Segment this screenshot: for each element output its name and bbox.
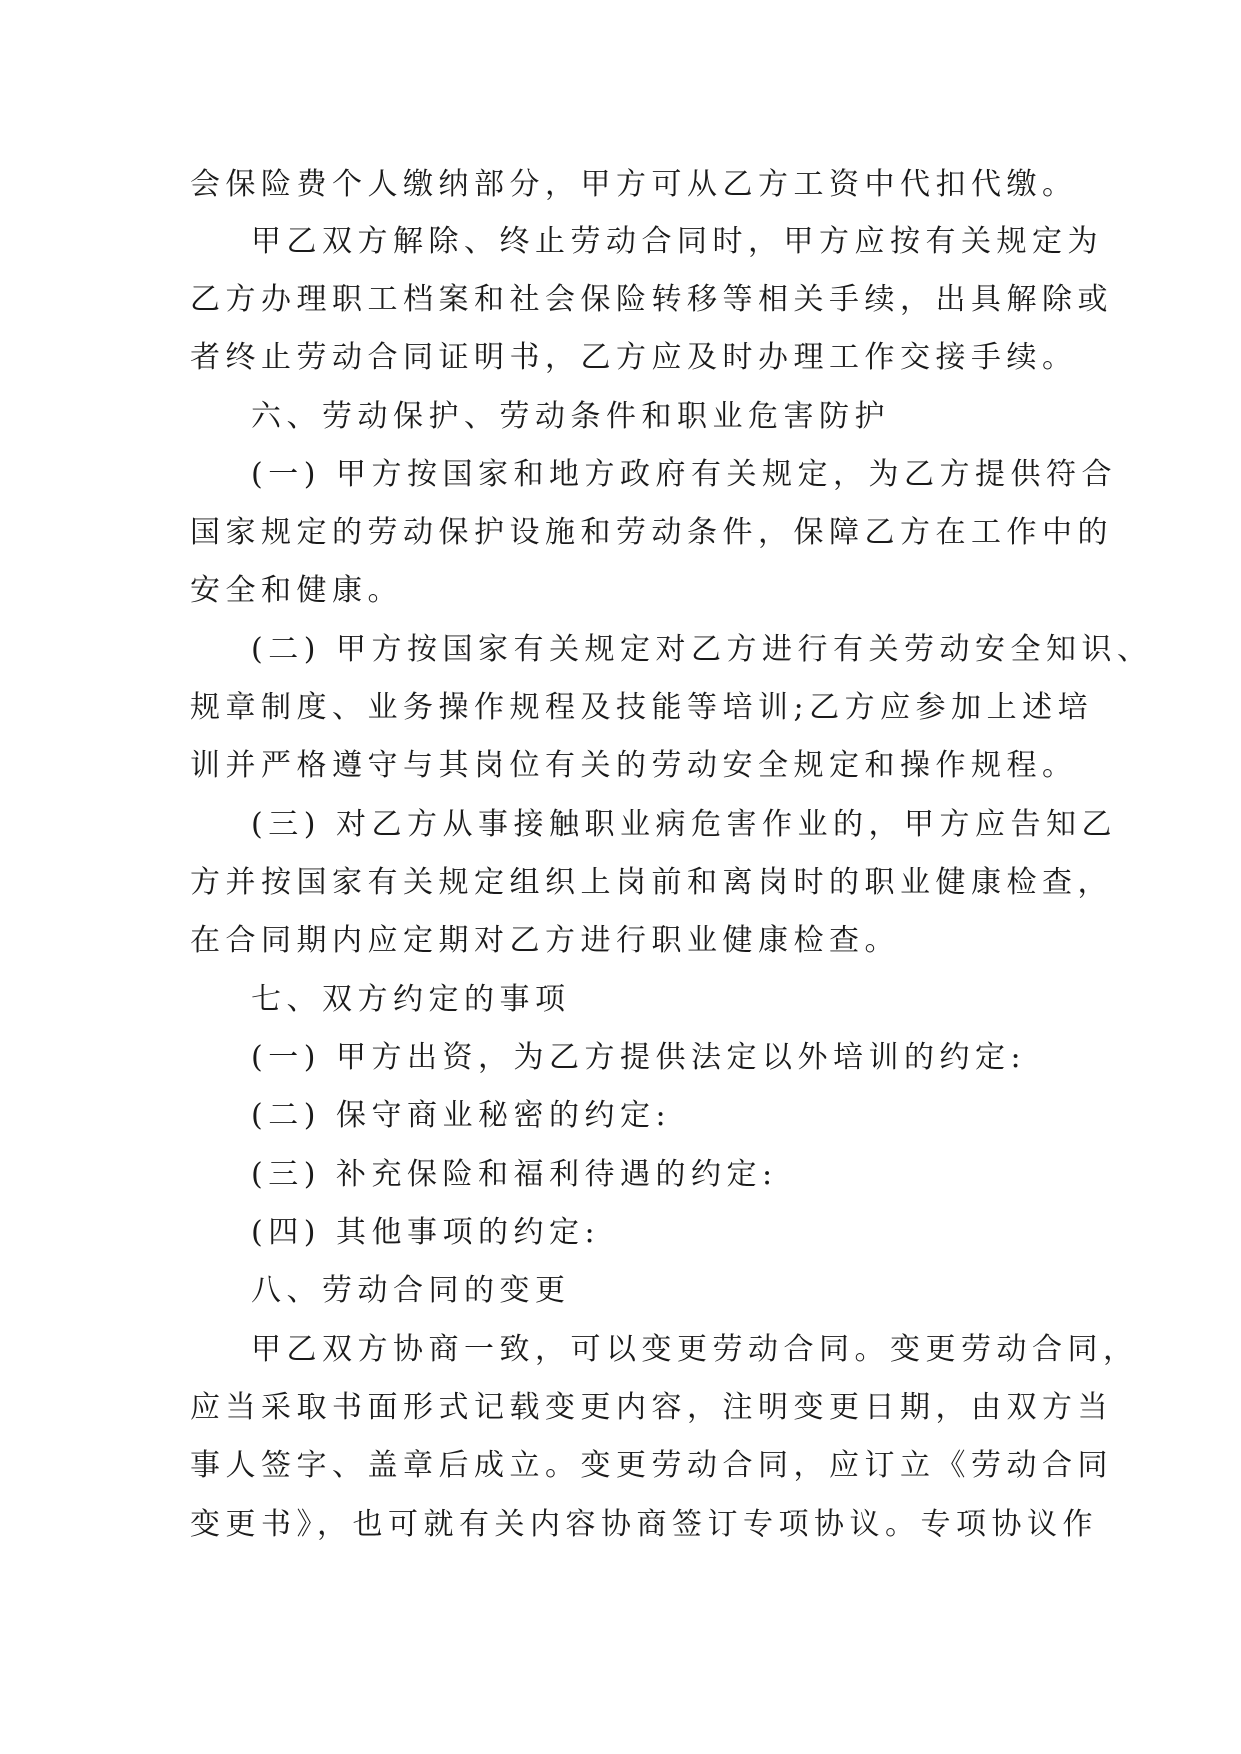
text-line: 在合同期内应定期对乙方进行职业健康检查。 — [190, 923, 900, 958]
text-line: 甲乙双方解除、终止劳动合同时，甲方应按有关规定为 — [251, 224, 1103, 259]
text-line: 训并严格遵守与其岗位有关的劳动安全规定和操作规程。 — [190, 748, 1078, 783]
text-line: 应当采取书面形式记载变更内容，注明变更日期，由双方当 — [190, 1390, 1113, 1425]
text-line: (三) 对乙方从事接触职业病危害作业的，甲方应告知乙 — [251, 807, 1117, 842]
text-line: 规章制度、业务操作规程及技能等培训;乙方应参加上述培 — [190, 690, 1094, 725]
text-line: 国家规定的劳动保护设施和劳动条件，保障乙方在工作中的 — [190, 515, 1113, 550]
text-line: (三) 补充保险和福利待遇的约定: — [251, 1157, 778, 1192]
text-line: 会保险费个人缴纳部分，甲方可从乙方工资中代扣代缴。 — [190, 167, 1078, 202]
text-line: (一) 甲方出资，为乙方提供法定以外培训的约定: — [251, 1040, 1027, 1075]
text-line: 方并按国家有关规定组织上岗前和离岗时的职业健康检查， — [190, 865, 1113, 900]
text-line: (二) 甲方按国家有关规定对乙方进行有关劳动安全知识、 — [251, 632, 1153, 667]
text-line: (一) 甲方按国家和地方政府有关规定，为乙方提供符合 — [251, 457, 1117, 492]
text-line: 变更书》，也可就有关内容协商签订专项协议。专项协议作 — [190, 1507, 1098, 1542]
text-line: 甲乙双方协商一致，可以变更劳动合同。变更劳动合同， — [251, 1332, 1139, 1367]
text-line: 安全和健康。 — [190, 573, 403, 608]
text-line: (四) 其他事项的约定: — [251, 1215, 601, 1250]
text-line: 事人签字、盖章后成立。变更劳动合同，应订立《劳动合同 — [190, 1448, 1113, 1483]
text-line: 者终止劳动合同证明书，乙方应及时办理工作交接手续。 — [190, 340, 1078, 375]
text-line: 乙方办理职工档案和社会保险转移等相关手续，出具解除或 — [190, 282, 1113, 317]
text-line: (二) 保守商业秘密的约定: — [251, 1098, 672, 1133]
section-heading: 七、双方约定的事项 — [251, 982, 571, 1017]
section-heading: 六、劳动保护、劳动条件和职业危害防护 — [251, 399, 890, 434]
section-heading: 八、劳动合同的变更 — [251, 1273, 571, 1308]
